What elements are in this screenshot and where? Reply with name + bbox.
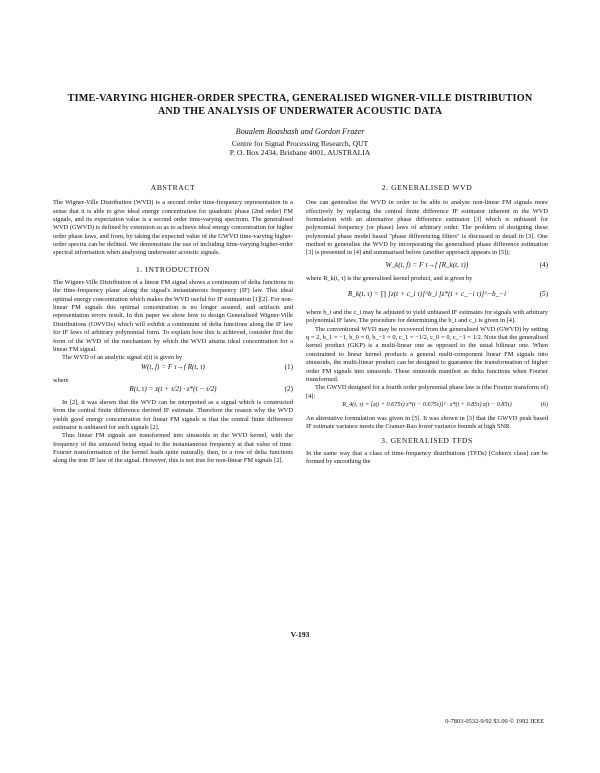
gwvd-para-2: where R_k(t, τ) is the generalised kernel product, and is given by [306, 274, 473, 282]
gwvd-para-3: where b_i and the c_i may be adjusted to yield unbiased IF estimates for signals with arbitrary polynomial IF laws. The procedure for determining the b_i and c_i is given in [4]. [306, 309, 548, 325]
authors: Boualem Boashash and Gordon Frazer [235, 127, 365, 136]
intro-para-4: Thus linear FM signals are transformed into sinusoids in the WVD kernel, with the frequency of the sinusoid being equal to the instantaneous frequency at that value of time. Fourier transformation of the kernel leads quite naturally, then, to a row of delta functions along the true IF law of the signal. However, this is not true for non-linear FM signals [2]. [53, 432, 293, 465]
intro-para-2: The WVD of an analytic signal z(t) is given by [62, 354, 183, 362]
equation-4-expression: W_k(t, f) = F τ→f [R_k(t, τ)] [385, 260, 469, 269]
page-number: V-193 [290, 630, 310, 639]
abstract-heading: ABSTRACT [150, 183, 196, 192]
paper-title: TIME-VARYING HIGHER-ORDER SPECTRA, GENERALISED WIGNER-VILLE DISTRIBUTION AND THE ANALYSIS OF UNDERWATER ACOUSTIC DATA [67, 93, 533, 117]
right-column [306, 184, 548, 467]
gwvd-para-1: One can generalise the WVD in order to be able to analyse non-linear FM signals more effectively by replacing the central finite difference IF estimator inherent in the WVD formulation with an alternative phase difference estimator [3] which is unbiased for polynomial frequency (or phase) laws of arbitrary order. The problem of designing these polynomial phase model based "phase differencing filters" is discussed in detail in [3]. One method to generalise the WVD by incorporating the generalised phase difference estimation [3] is presented in [4] and summarised below (another approach appears in [5]); [306, 199, 548, 257]
equation-5 [306, 283, 548, 309]
equation-4-number: (4) [539, 260, 548, 269]
intro-para-1: The Wigner-Ville Distribution of a linear FM signal shows a continuum of delta functions in the time-frequency plane along the signal's instantaneous frequency (IF) law. This ideal optimal energy concentration which makes the WVD useful for IF estimation [1][2]. For non-linear FM signals this optimal concentration is no longer assured, and artifacts and representation errors result. In this paper we show how to design Generalised Wigner-Ville Distributions (GWVDs) which will exhibit a continuum of delta functions along the IF law for IF laws of arbitrary polynomial form. To explain how this is achieved, consider first the form of the WVD of the mechanism by which the WVD attains ideal concentration for a linear FM signal. [53, 279, 293, 353]
gwvd-para-4: The conventional WVD may be recovered from the generalised WVD (GWVD) by setting q = 2, b_1 = −1, b_0 = 0, b_−1 = 0, c_1 = −1/2, c_0 = 0, c_−1 = 1/2. Note that the generalised kernel product (GKP) is a multi-linear one as opposed to the usual bilinear one. When constrained to linear kernel products a general multi-component linear FM signals into sinusoids, the multi-linear product can be designed to guarantee the transformation of higher order FM signals into sinusoids. These sinusoids manifest as delta functions when Fourier transformed. [306, 325, 548, 383]
affiliation [0, 139, 600, 157]
equation-2-expression: R(t, τ) = z(t + τ/2) · z*(t − τ/2) [129, 384, 217, 393]
equation-6 [306, 401, 548, 415]
equation-6-expression: R_4(t, τ) = [z(t + 0.675τ) z*(t − 0.675τ)]² · z*(t + 0.85τ) z(t − 0.85τ) [342, 400, 512, 408]
equation-1-expression: W(t, f) = F τ→f R(t, τ) [141, 362, 205, 371]
equation-2-number: (2) [284, 384, 293, 393]
section-3-heading: 3. GENERALISED TFDS [381, 435, 473, 445]
gwvd-para-6: An alternative formulation was given in [5]. It was shown in [3] that the GWVD peak based IF estimate variance meets the Cramer-Rao lower variance bounds at high SNR. [306, 414, 548, 431]
section-2-heading: 2. GENERALISED WVD [381, 183, 473, 192]
equation-5-number: (5) [539, 290, 548, 299]
equation-4 [306, 261, 548, 275]
gwvd-para-5: The GWVD designed for a fourth order polynomial phase law is (the Fourier transform of) [4]: [306, 384, 548, 400]
intro-para-3: In [2], it was shown that the WVD can be interpreted as a signal which is constructed from the central finite difference derived IF estimate. Therefore the reason why the WVD yields good energy concentration for linear FM signals is that the central finite difference estimator is unbiased for such signals [2]. [53, 398, 293, 431]
equation-5-expression: R_k(t, τ) = ∏ [z(t + c_i τ)]^b_i [z*(t + c_−i τ)]^−b_−i [347, 290, 507, 299]
equation-6-number: (6) [540, 400, 548, 408]
affiliation-line-1: Centre for Signal Processing Research, QUT [231, 139, 369, 148]
copyright-footer: 0-7803-0532-9/92 $3.00 © 1992 IEEE [445, 718, 544, 725]
affiliation-line-2: P. O. Box 2434, Brisbane 4001, AUSTRALIA [229, 148, 371, 157]
abstract-text: The Wigner-Ville Distribution (WVD) is a second order time-frequency representation in a sense that it is able to give ideal energy concentration for quadratic phase (2nd order) FM signals, and its expectation value is a second order time-varying spectrum. The generalised WVD (GWVD) is defined by extension so as to achieve ideal energy concentration for higher order phase laws, and from, by taking the expected value of the GWVD time-varying higher-order spectra can be defined. We demonstrate the use of including time-varying higher-order spectral information when analysing underwater acoustic signals. [53, 199, 293, 257]
tfd-para-1: In the same way that a class of time-frequency distributions (TFDs) [Cohen's class] can be formed by smoothing the [306, 449, 548, 466]
equation-2 [53, 385, 293, 399]
left-column [53, 184, 293, 466]
section-1-heading: 1. INTRODUCTION [136, 264, 210, 274]
equation-1-number: (1) [284, 362, 293, 371]
equation-1 [53, 363, 293, 377]
where-text: where [53, 376, 69, 384]
